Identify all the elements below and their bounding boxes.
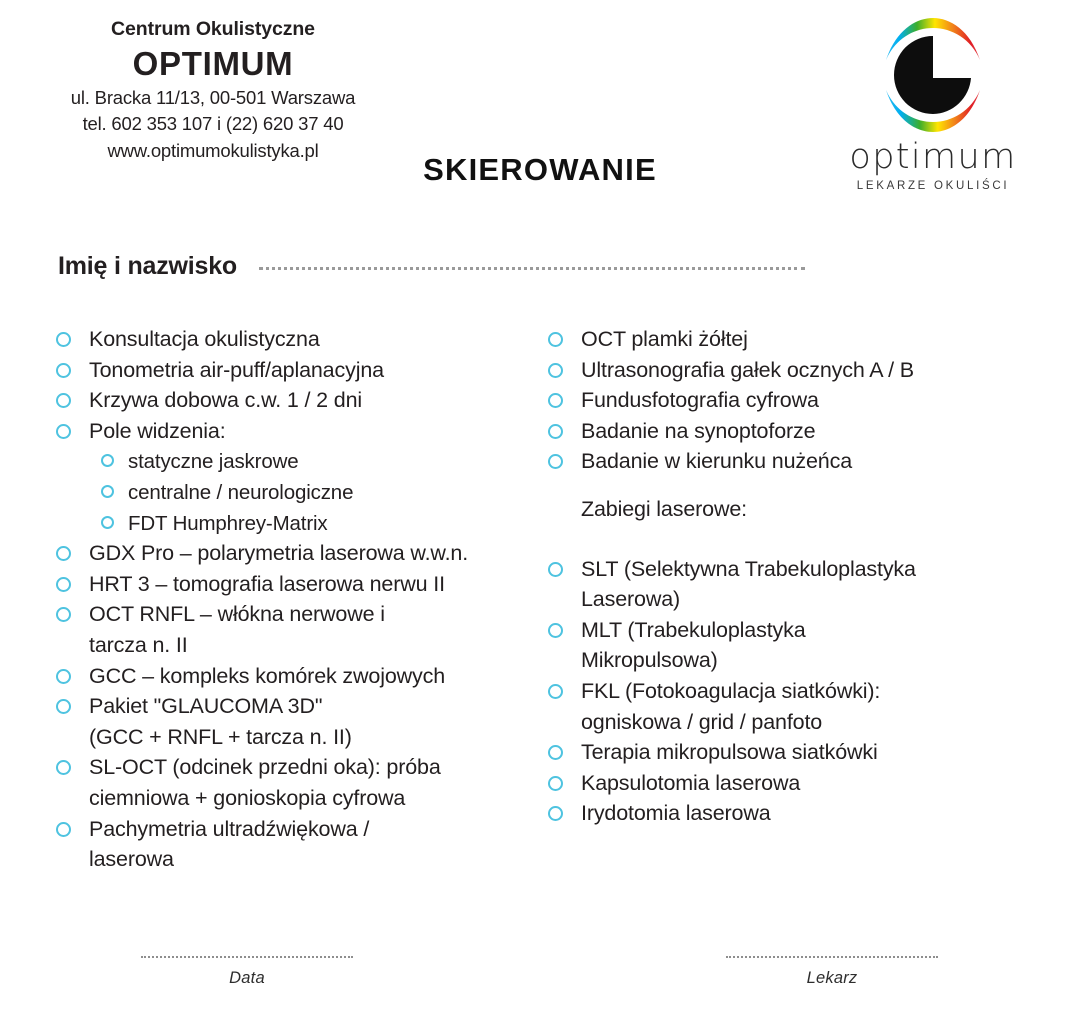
- checklist-item-label: MLT (Trabekuloplastyka: [581, 617, 806, 642]
- list-spacer: [548, 525, 1040, 555]
- clinic-phone: tel. 602 353 107 i (22) 620 37 40: [82, 113, 344, 134]
- checkbox-circle-icon[interactable]: [548, 363, 563, 378]
- checkbox-circle-icon[interactable]: [56, 577, 71, 592]
- services-checklist: [0, 325, 1080, 876]
- checklist-item-label: SL-OCT (odcinek przedni oka): próba: [89, 755, 441, 780]
- optimum-eye-logo-icon: [872, 16, 994, 134]
- checklist-item-label: Pakiet "GLAUCOMA 3D": [89, 694, 323, 719]
- clinic-subtitle: Centrum Okulistyczne: [111, 18, 315, 40]
- patient-name-input[interactable]: [259, 256, 805, 270]
- checkbox-circle-icon[interactable]: [548, 776, 563, 791]
- checkbox-circle-icon[interactable]: [56, 424, 71, 439]
- checklist-item-label: Krzywa dobowa c.w. 1 / 2 dni: [89, 388, 363, 413]
- checklist-item-label: SLT (Selektywna Trabekuloplastyka: [581, 556, 916, 581]
- checkbox-circle-icon[interactable]: [56, 393, 71, 408]
- checkbox-circle-icon[interactable]: [548, 454, 563, 469]
- checklist-item[interactable]: [56, 692, 520, 722]
- signature-footer: [0, 948, 1080, 988]
- checkbox-circle-icon[interactable]: [56, 669, 71, 684]
- checklist-item-label: Ultrasonografia gałek ocznych A / B: [581, 357, 914, 382]
- checkbox-circle-icon[interactable]: [548, 332, 563, 347]
- checkbox-circle-icon[interactable]: [101, 454, 114, 467]
- checklist-item-label: Pole widzenia:: [89, 418, 226, 443]
- checklist-sub-item[interactable]: [56, 509, 520, 539]
- checklist-item-label: Konsultacja okulistyczna: [89, 327, 320, 351]
- patient-name-row: [58, 252, 1020, 281]
- checklist-item-label: Terapia mikropulsowa siatkówki: [581, 740, 878, 765]
- document-title: SKIEROWANIE: [423, 152, 657, 187]
- checklist-item-label: OCT RNFL – włókna nerwowe i: [89, 602, 385, 627]
- checklist-item[interactable]: [56, 325, 520, 355]
- clinic-address: ul. Bracka 11/13, 00-501 Warszawa: [70, 86, 356, 108]
- clinic-identity-block: [58, 20, 368, 160]
- list-item-continuation: ogniskowa / grid / panfoto: [581, 709, 823, 734]
- checkbox-circle-icon[interactable]: [56, 607, 71, 622]
- list-spacer: [548, 478, 1040, 495]
- doctor-signature-block: [540, 948, 1080, 988]
- checklist-column-left: [0, 325, 520, 876]
- list-item-continuation: Mikropulsowa): [581, 648, 718, 673]
- date-signature-block: [0, 948, 540, 988]
- logo-wordmark: optimum: [849, 137, 1017, 177]
- checklist-item[interactable]: [548, 447, 1040, 477]
- logo-tagline: LEKARZE OKULIŚCI: [856, 180, 1010, 192]
- checklist-item-label: Kapsulotomia laserowa: [581, 770, 801, 795]
- checkbox-circle-icon[interactable]: [56, 822, 71, 837]
- date-input[interactable]: [141, 948, 353, 958]
- list-item-continuation: tarcza n. II: [89, 632, 188, 657]
- checklist-section-heading: Zabiegi laserowe:: [581, 496, 747, 521]
- checklist-item[interactable]: [548, 616, 1040, 646]
- checkbox-circle-icon[interactable]: [56, 699, 71, 714]
- checkbox-circle-icon[interactable]: [548, 393, 563, 408]
- checklist-item[interactable]: [548, 386, 1040, 416]
- checkbox-circle-icon[interactable]: [548, 745, 563, 760]
- checklist-item-label: GCC – kompleks komórek zwojowych: [89, 663, 446, 688]
- checkbox-circle-icon[interactable]: [101, 516, 114, 529]
- list-item-continuation: laserowa: [89, 847, 174, 872]
- clinic-logo: [828, 16, 1038, 192]
- list-item-continuation: Laserowa): [581, 587, 681, 612]
- checklist-item[interactable]: [548, 555, 1040, 585]
- checklist-item[interactable]: [56, 417, 520, 447]
- date-label: Data: [229, 969, 265, 987]
- checklist-item-label: HRT 3 – tomografia laserowa nerwu II: [89, 571, 445, 596]
- checklist-item[interactable]: [56, 386, 520, 416]
- checklist-item[interactable]: [548, 356, 1040, 386]
- checklist-item-label: centralne / neurologiczne: [128, 480, 354, 504]
- checklist-item-label: Badanie na synoptoforze: [581, 418, 816, 443]
- checkbox-circle-icon[interactable]: [548, 623, 563, 638]
- checklist-item-label: Tonometria air-puff/aplanacyjna: [89, 357, 384, 382]
- checkbox-circle-icon[interactable]: [56, 546, 71, 561]
- checkbox-circle-icon[interactable]: [56, 760, 71, 775]
- page-header: [0, 0, 1080, 215]
- checklist-item-label: Irydotomia laserowa: [581, 801, 771, 826]
- checkbox-circle-icon[interactable]: [56, 363, 71, 378]
- checklist-item[interactable]: [548, 677, 1040, 707]
- checklist-item-label: Badanie w kierunku nużeńca: [581, 449, 853, 474]
- checklist-item-label: Fundusfotografia cyfrowa: [581, 388, 819, 413]
- checklist-item[interactable]: [56, 539, 520, 569]
- doctor-signature-input[interactable]: [726, 948, 938, 958]
- checklist-item[interactable]: [548, 769, 1040, 799]
- checklist-item-label: FDT Humphrey-Matrix: [128, 511, 328, 535]
- checkbox-circle-icon[interactable]: [548, 424, 563, 439]
- checklist-item[interactable]: [548, 799, 1040, 829]
- checklist-item[interactable]: [56, 570, 520, 600]
- checklist-item[interactable]: [548, 325, 1040, 355]
- checklist-item[interactable]: [56, 662, 520, 692]
- list-item-continuation: ciemniowa + gonioskopia cyfrowa: [89, 785, 406, 810]
- clinic-website: www.optimumokulistyka.pl: [107, 139, 319, 161]
- doctor-label: Lekarz: [806, 969, 858, 987]
- checklist-item[interactable]: [548, 417, 1040, 447]
- checklist-item-label: statyczne jaskrowe: [128, 450, 299, 474]
- checkbox-circle-icon[interactable]: [56, 332, 71, 347]
- checklist-item[interactable]: [56, 815, 520, 845]
- checklist-item[interactable]: [56, 356, 520, 386]
- checklist-sub-item[interactable]: [56, 478, 520, 508]
- checklist-column-right: [520, 325, 1040, 876]
- checklist-sub-item[interactable]: [56, 447, 520, 477]
- list-item-continuation: (GCC + RNFL + tarcza n. II): [89, 724, 352, 749]
- checklist-item[interactable]: [56, 600, 520, 630]
- checklist-item[interactable]: [548, 738, 1040, 768]
- clinic-name: OPTIMUM: [132, 44, 294, 82]
- checklist-item[interactable]: [56, 753, 520, 783]
- checklist-item-label: FKL (Fotokoagulacja siatkówki):: [581, 678, 881, 703]
- checkbox-circle-icon[interactable]: [548, 684, 563, 699]
- checkbox-circle-icon[interactable]: [101, 485, 114, 498]
- checklist-item-label: GDX Pro – polarymetria laserowa w.w.n.: [89, 541, 469, 566]
- checklist-item-label: OCT plamki żółtej: [581, 327, 748, 351]
- checklist-item-label: Pachymetria ultradźwiękowa /: [89, 816, 370, 841]
- checkbox-circle-icon[interactable]: [548, 806, 563, 821]
- checkbox-circle-icon[interactable]: [548, 562, 563, 577]
- patient-name-label: Imię i nazwisko: [58, 252, 238, 280]
